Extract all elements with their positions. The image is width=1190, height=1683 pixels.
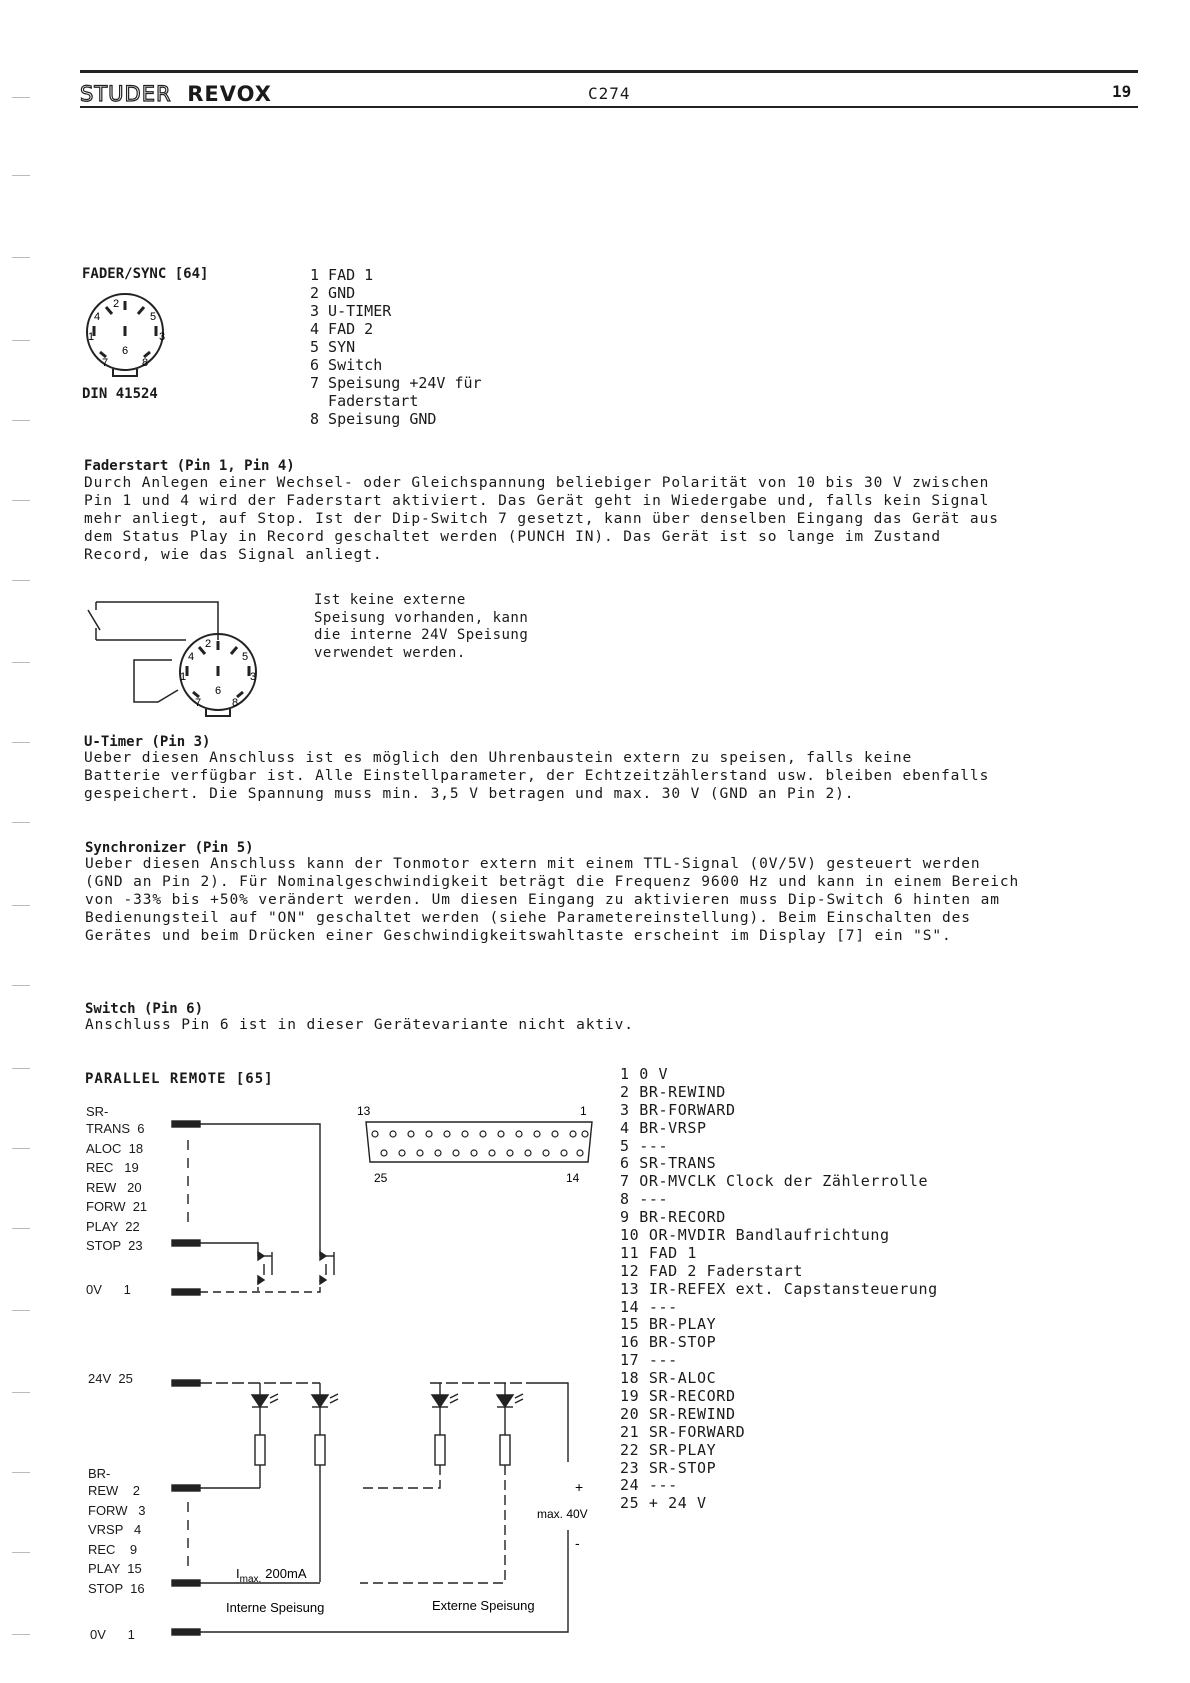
dsub-label: 1 (580, 1104, 587, 1118)
din-pin-label: 2 (205, 638, 212, 650)
din-pin-label: 8 (232, 697, 239, 709)
model-number: C274 (588, 84, 631, 103)
pin-item: 15 BR-PLAY (620, 1315, 717, 1334)
din-pin-label: 4 (94, 311, 101, 323)
din-pin-label: 6 (215, 685, 222, 697)
internal-supply-note: Ist keine externe Speisung vorhanden, kann die interne 24V Speisung verwendet werden. (314, 592, 529, 661)
pin-item: 1 0 V (620, 1065, 669, 1083)
imax-label: $I_{max.}$ 200mA (236, 1566, 307, 1585)
din-pin-label: 4 (188, 651, 195, 663)
pin-item: 16 BR-STOP (620, 1333, 717, 1352)
pin-item: 1 FAD 1 (310, 266, 374, 284)
synchronizer-title: Synchronizer (Pin 5) (85, 840, 254, 856)
u-timer-title: U-Timer (Pin 3) (84, 734, 211, 750)
pin-item: 8 --- (620, 1190, 669, 1209)
din-pin-label: 2 (113, 298, 120, 310)
pin-item: 7 Speisung +24V für (310, 374, 482, 392)
din-pin-label: 1 (180, 671, 187, 683)
brand-revox: REVOX (187, 82, 272, 106)
max-voltage-label: max. 40V (537, 1507, 588, 1521)
pin-item: 6 SR-TRANS (620, 1154, 717, 1173)
pin-item: 5 --- (620, 1136, 669, 1155)
header-rule-top (80, 70, 1138, 73)
faderstart-title: Faderstart (Pin 1, Pin 4) (84, 458, 295, 474)
zero-v-bottom-label: 0V 1 (90, 1627, 135, 1642)
din-label: DIN 41524 (82, 386, 158, 402)
v24-label: 24V 25 (88, 1371, 133, 1386)
pin-item: 2 GND (310, 284, 356, 302)
pin-item: 10 OR-MVDIR Bandlaufrichtung (620, 1226, 890, 1245)
fader-sync-pin-list (310, 266, 482, 428)
pin-item: 5 SYN (310, 338, 356, 356)
synchronizer-text: Ueber diesen Anschluss kann der Tonmotor extern mit einem TTL-Signal (0V/5V) gesteuert werden (GND an Pin 2). Für Nominalgeschwindigkeit beträgt die Frequenz 9600 Hz und kann in einem Bereich von -33% bis +50% verändert werden. Um diesen Eingang zu aktivieren muss Dip-Switch 6 hinten am Bedienungsteil auf "ON" geschaltet werden (siehe Parametereinstellung). Beim Einschalten des Gerätes und beim Drücken einer Geschwindigkeitswahltaste erscheint im Display [7] ein "S". (85, 856, 1020, 944)
switch-text: Anschluss Pin 6 ist in dieser Gerätevariante nicht aktiv. (85, 1017, 634, 1033)
din-pin-label: 5 (150, 311, 157, 323)
din-pin-label: 1 (88, 331, 95, 343)
din-pin-label: 5 (242, 651, 249, 663)
din-pin-label: 7 (102, 357, 109, 369)
parallel-remote-title: PARALLEL REMOTE [65] (85, 1071, 274, 1087)
plus-label: + (575, 1479, 584, 1495)
pin-item: 18 SR-ALOC (620, 1369, 717, 1388)
remote-output-labels: BR- REW 2 FORW 3 VRSP 4 REC 9 PLAY 15 STOP 16 (88, 1466, 146, 1596)
pin-item: 8 Speisung GND (310, 410, 437, 428)
pin-item: 11 FAD 1 (620, 1243, 698, 1262)
dsub-label: 13 (357, 1104, 371, 1118)
pin-item: 20 SR-REWIND (620, 1404, 736, 1423)
pin-item: 14 --- (620, 1297, 678, 1316)
pin-item: 25 + 24 V (620, 1494, 707, 1513)
din-pin-label: 6 (122, 345, 129, 357)
brand-logo (80, 82, 272, 106)
faderstart-text: Durch Anlegen einer Wechsel- oder Gleichspannung beliebiger Polarität von 10 bis 30 V zwischen Pin 1 und 4 wird der Faderstart aktiviert. Das Gerät geht in Wiedergabe und, falls kein Signal mehr anliegt, auf Stop. Ist der Dip-Switch 7 gesetzt, kann über denselben Eingang das Gerät aus dem Status Play in Record geschaltet werden (PUNCH IN). Das Gerät ist so lange im Zustand Record, wie das Signal anliegt. (84, 475, 999, 563)
pin-item: 2 BR-REWIND (620, 1082, 726, 1101)
remote-input-labels: SR- TRANS 6 ALOC 18 REC 19 REW 20 FORW 21 PLAY 22 STOP 23 (86, 1104, 148, 1253)
pin-item: 24 --- (620, 1476, 678, 1495)
din-pin-label: 8 (142, 357, 149, 369)
fader-sync-title: FADER/SYNC [64] (82, 266, 209, 282)
pin-item: Faderstart (310, 392, 419, 410)
pin-item: 19 SR-RECORD (620, 1387, 736, 1406)
dsub-label: 25 (374, 1171, 388, 1185)
header-rule-bottom (80, 106, 1138, 108)
pin-item: 21 SR-FORWARD (620, 1422, 746, 1441)
dsub-label: 14 (566, 1171, 580, 1185)
pin-item: 12 FAD 2 Faderstart (620, 1261, 803, 1280)
pin-item: 23 SR-STOP (620, 1458, 717, 1477)
pin-item: 4 BR-VRSP (620, 1118, 707, 1137)
parallel-remote-pin-list (620, 1066, 938, 1513)
pin-item: 22 SR-PLAY (620, 1440, 717, 1459)
pin-item: 9 BR-RECORD (620, 1208, 726, 1227)
din-pin-label: 3 (159, 331, 166, 343)
pin-item: 3 U-TIMER (310, 302, 392, 320)
pin-item: 3 BR-FORWARD (620, 1100, 736, 1119)
din-pin-label: 7 (195, 697, 202, 709)
interne-speisung-label: Interne Speisung (226, 1600, 325, 1615)
switch-title: Switch (Pin 6) (85, 1001, 204, 1017)
pin-item: 4 FAD 2 (310, 320, 374, 338)
minus-label: - (575, 1535, 580, 1551)
pin-item: 7 OR-MVCLK Clock der Zählerrolle (620, 1172, 929, 1191)
pin-item: 13 IR-REFEX ext. Capstansteuerung (620, 1279, 938, 1298)
page-number: 19 (1112, 82, 1132, 101)
externe-speisung-label: Externe Speisung (432, 1598, 535, 1613)
din-pin-label: 3 (250, 671, 257, 683)
pin-item: 17 --- (620, 1351, 678, 1370)
din-connector-diagram (80, 290, 180, 380)
brand-studer: STUDER (80, 82, 172, 106)
parallel-remote-schematic (160, 1100, 610, 1660)
u-timer-text: Ueber diesen Anschluss ist es möglich den Uhrenbaustein extern zu speisen, falls keine Batterie verfügbar ist. Alle Einstellparameter, der Echtzeitzählerstand usw. bleiben ebenfalls gespeichert. Die Spannung muss min. 3,5 V betragen und max. 30 V (GND an Pin 2). (84, 750, 990, 802)
pin-item: 6 Switch (310, 356, 383, 374)
faderstart-wiring-diagram (78, 590, 278, 720)
zero-v-top-label: 0V 1 (86, 1282, 131, 1297)
